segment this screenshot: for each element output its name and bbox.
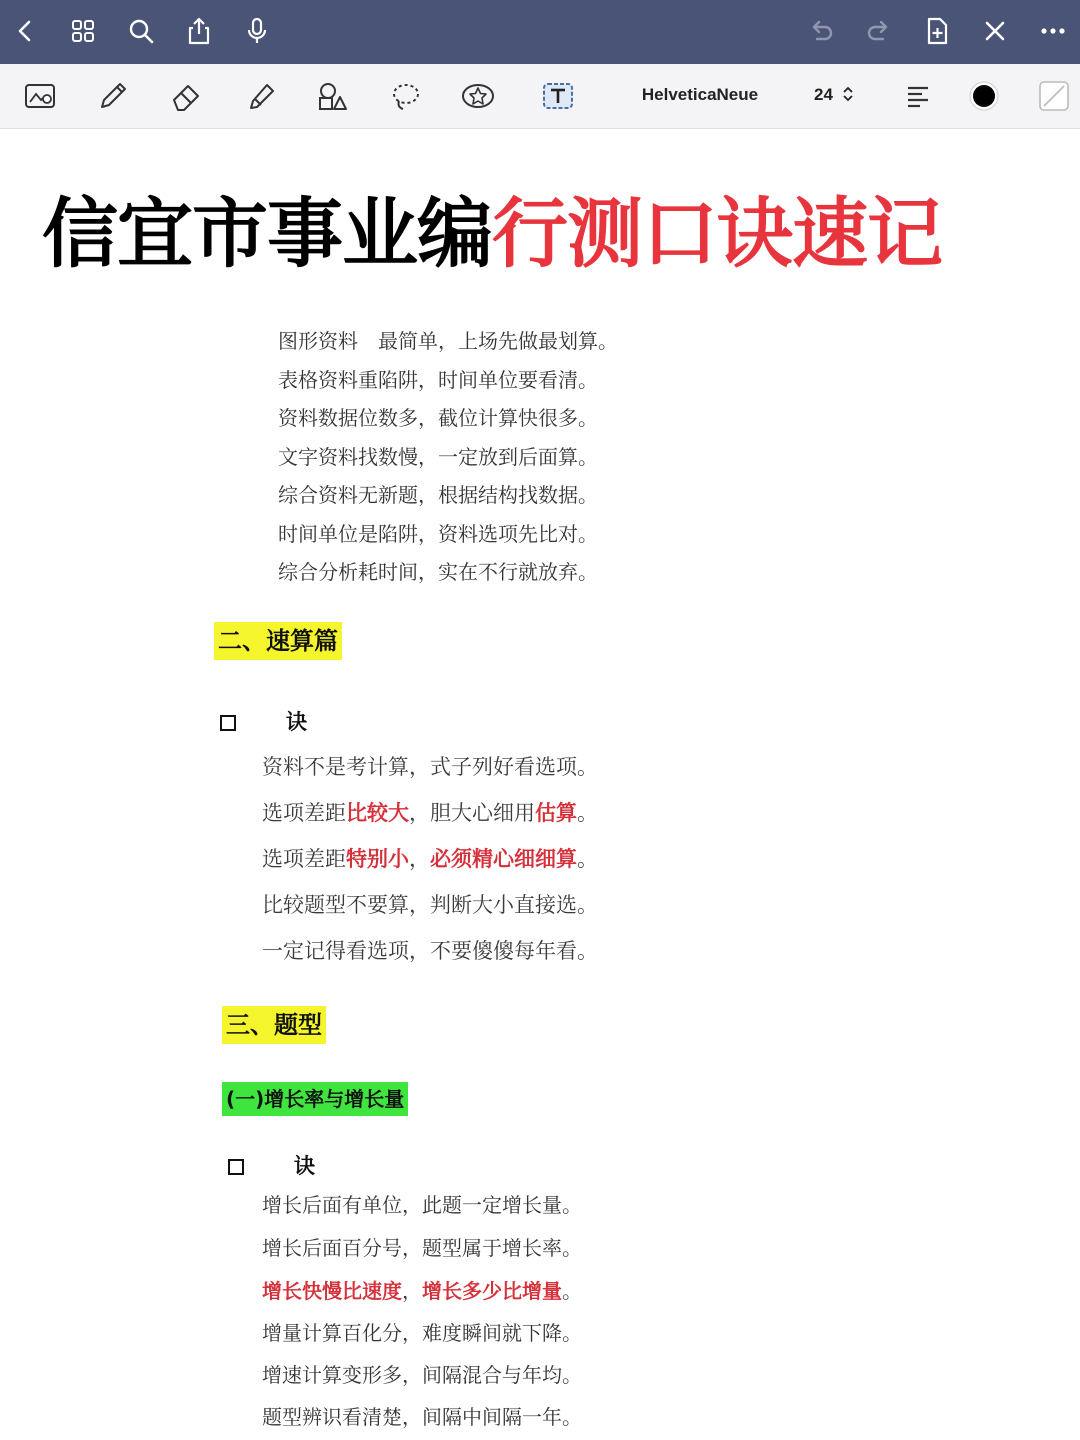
section2-line: 一定记得看选项，不要傻傻每年看。 (262, 939, 598, 963)
tools-toolbar (0, 64, 1080, 129)
text-segment: 。 (577, 847, 598, 871)
font-size-selector[interactable] (814, 85, 870, 107)
sticker-icon[interactable] (458, 76, 498, 116)
highlighted-text: 增长快慢比速度 (262, 1279, 402, 1303)
font-size-value: 24 (814, 85, 833, 104)
more-icon[interactable] (1036, 14, 1070, 48)
highlighted-text: 增长多少比增量 (422, 1279, 562, 1303)
scan-image-icon[interactable] (20, 76, 60, 116)
title-black-part: 信宜市事业编 (42, 189, 492, 278)
close-icon[interactable] (978, 14, 1012, 48)
highlighter-icon[interactable] (240, 76, 280, 116)
text-segment: ， (402, 1279, 422, 1303)
section3-subheading: (一)增长率与增长量 (222, 1082, 408, 1116)
section3-heading: 三、题型 (222, 1006, 326, 1044)
text-segment: 选项差距 (262, 847, 346, 871)
undo-icon[interactable] (804, 14, 838, 48)
grid-icon[interactable] (66, 14, 100, 48)
text-segment: ， (409, 847, 430, 871)
section1-line: 综合资料无新题，根据结构找数据。 (278, 483, 598, 507)
back-icon[interactable] (8, 14, 42, 48)
microphone-icon[interactable] (240, 14, 274, 48)
section1-line: 时间单位是陷阱，资料选项先比对。 (278, 522, 598, 546)
section3-line: 题型辨识看清楚，间隔中间隔一年。 (262, 1405, 582, 1429)
section3-line (262, 1276, 582, 1306)
section2-line (262, 844, 598, 874)
text-segment: 选项差距 (262, 801, 346, 825)
add-page-icon[interactable] (920, 14, 954, 48)
koujue-label: 诀 (294, 1154, 315, 1178)
section1-line: 图形资料 最简单，上场先做最划算。 (278, 329, 618, 353)
shapes-icon[interactable] (312, 76, 352, 116)
section3-koujue (228, 1150, 315, 1180)
section3-line: 增速计算变形多，间隔混合与年均。 (262, 1363, 582, 1387)
section2-line: 比较题型不要算，判断大小直接选。 (262, 893, 598, 917)
section1-line: 资料数据位数多，截位计算快很多。 (278, 406, 598, 430)
section1-line: 文字资料找数慢，一定放到后面算。 (278, 445, 598, 469)
share-icon[interactable] (182, 14, 216, 48)
section3-line: 增量计算百化分，难度瞬间就下降。 (262, 1321, 582, 1345)
font-name-selector[interactable]: HelveticaNeue (641, 85, 759, 104)
text-segment: 。 (577, 801, 598, 825)
section2-line (262, 798, 598, 828)
section1-line: 综合分析耗时间，实在不行就放弃。 (278, 560, 598, 584)
text-tool-icon[interactable] (538, 76, 578, 116)
koujue-square-icon (228, 1159, 244, 1175)
text-segment: 。 (562, 1279, 582, 1303)
section2-koujue (220, 706, 307, 736)
page-title (42, 184, 942, 284)
color-picker-icon[interactable] (964, 76, 1004, 116)
section2-line: 资料不是考计算，式子列好看选项。 (262, 755, 598, 779)
stepper-icon (842, 85, 854, 103)
highlighted-text: 估算 (535, 800, 577, 825)
highlighted-text: 特别小 (346, 846, 409, 871)
koujue-square-icon (220, 715, 236, 731)
redo-icon[interactable] (862, 14, 896, 48)
section3-line: 增长后面有单位，此题一定增长量。 (262, 1193, 582, 1217)
section2-heading: 二、速算篇 (214, 622, 342, 660)
koujue-label: 诀 (286, 710, 307, 734)
align-left-icon[interactable] (898, 76, 938, 116)
section3-line: 增长后面百分号，题型属于增长率。 (262, 1236, 582, 1260)
pen-icon[interactable] (92, 76, 132, 116)
top-navigation-bar (0, 0, 1080, 64)
title-red-part: 行测口诀速记 (492, 189, 942, 278)
eraser-icon[interactable] (166, 76, 206, 116)
section1-line: 表格资料重陷阱，时间单位要看清。 (278, 368, 598, 392)
text-segment: ，胆大心细用 (409, 801, 535, 825)
lasso-icon[interactable] (386, 76, 426, 116)
background-color-icon[interactable] (1034, 76, 1074, 116)
highlighted-text: 必须精心细细算 (430, 846, 577, 871)
search-icon[interactable] (124, 14, 158, 48)
highlighted-text: 比较大 (346, 800, 409, 825)
